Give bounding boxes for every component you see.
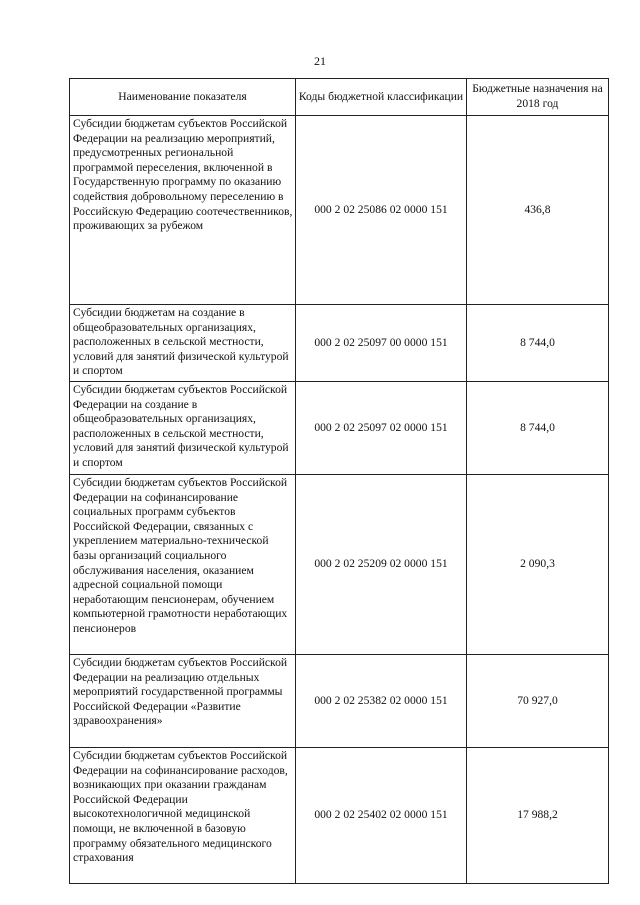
table-row — [70, 475, 609, 655]
classification-code: 000 2 02 25209 02 0000 151 — [296, 475, 467, 655]
classification-code: 000 2 02 25086 02 0000 151 — [296, 116, 467, 305]
indicator-name: Субсидии бюджетам субъектов Российской Федерации на реализацию мероприятий, предусмотренных региональной программой переселения, включенной в Государственную программу по оказанию содействия добровольному переселению в Российскую Федерацию соотечественников, проживающих за рубежом — [70, 116, 296, 305]
table-row — [70, 748, 609, 884]
header-classification-code: Коды бюджетной классификации — [296, 79, 467, 116]
header-indicator-name: Наименование показателя — [70, 79, 296, 116]
page-number: 21 — [314, 54, 326, 68]
budget-table — [69, 78, 609, 884]
classification-code: 000 2 02 25097 00 0000 151 — [296, 305, 467, 382]
indicator-name: Субсидии бюджетам субъектов Российской Федерации на софинансирование социальных программ субъектов Российской Федерации, связанных с укреплением материально-технической базы организаций социального обслуживания населения, оказанием адресной социальной помощи неработающим пенсионерам, обучением компьютерной грамотности неработающих пенсионеров — [70, 475, 296, 655]
classification-code: 000 2 02 25097 02 0000 151 — [296, 382, 467, 475]
indicator-name: Субсидии бюджетам субъектов Российской Федерации на софинансирование расходов, возникающих при оказании гражданам Российской Федерации высокотехнологичной медицинской помощи, не включенной в базовую программу обязательного медицинского страхования — [70, 748, 296, 884]
indicator-name: Субсидии бюджетам на создание в общеобразовательных организациях, расположенных в сельской местности, условий для занятий физической культурой и спортом — [70, 305, 296, 382]
table-header-row — [70, 79, 609, 116]
budget-amount: 17 988,2 — [467, 748, 609, 884]
table-row — [70, 116, 609, 305]
budget-amount: 8 744,0 — [467, 382, 609, 475]
table-row — [70, 305, 609, 382]
table-row — [70, 655, 609, 748]
classification-code: 000 2 02 25402 02 0000 151 — [296, 748, 467, 884]
budget-amount: 2 090,3 — [467, 475, 609, 655]
table-row — [70, 382, 609, 475]
header-budget-amount: Бюджетные назначения на 2018 год — [467, 79, 609, 116]
budget-amount: 436,8 — [467, 116, 609, 305]
classification-code: 000 2 02 25382 02 0000 151 — [296, 655, 467, 748]
budget-amount: 70 927,0 — [467, 655, 609, 748]
indicator-name: Субсидии бюджетам субъектов Российской Федерации на создание в общеобразовательных организациях, расположенных в сельской местности, условий для занятий физической культурой и спортом — [70, 382, 296, 475]
indicator-name: Субсидии бюджетам субъектов Российской Федерации на реализацию отдельных мероприятий государственной программы Российской Федерации «Развитие здравоохранения» — [70, 655, 296, 748]
budget-amount: 8 744,0 — [467, 305, 609, 382]
